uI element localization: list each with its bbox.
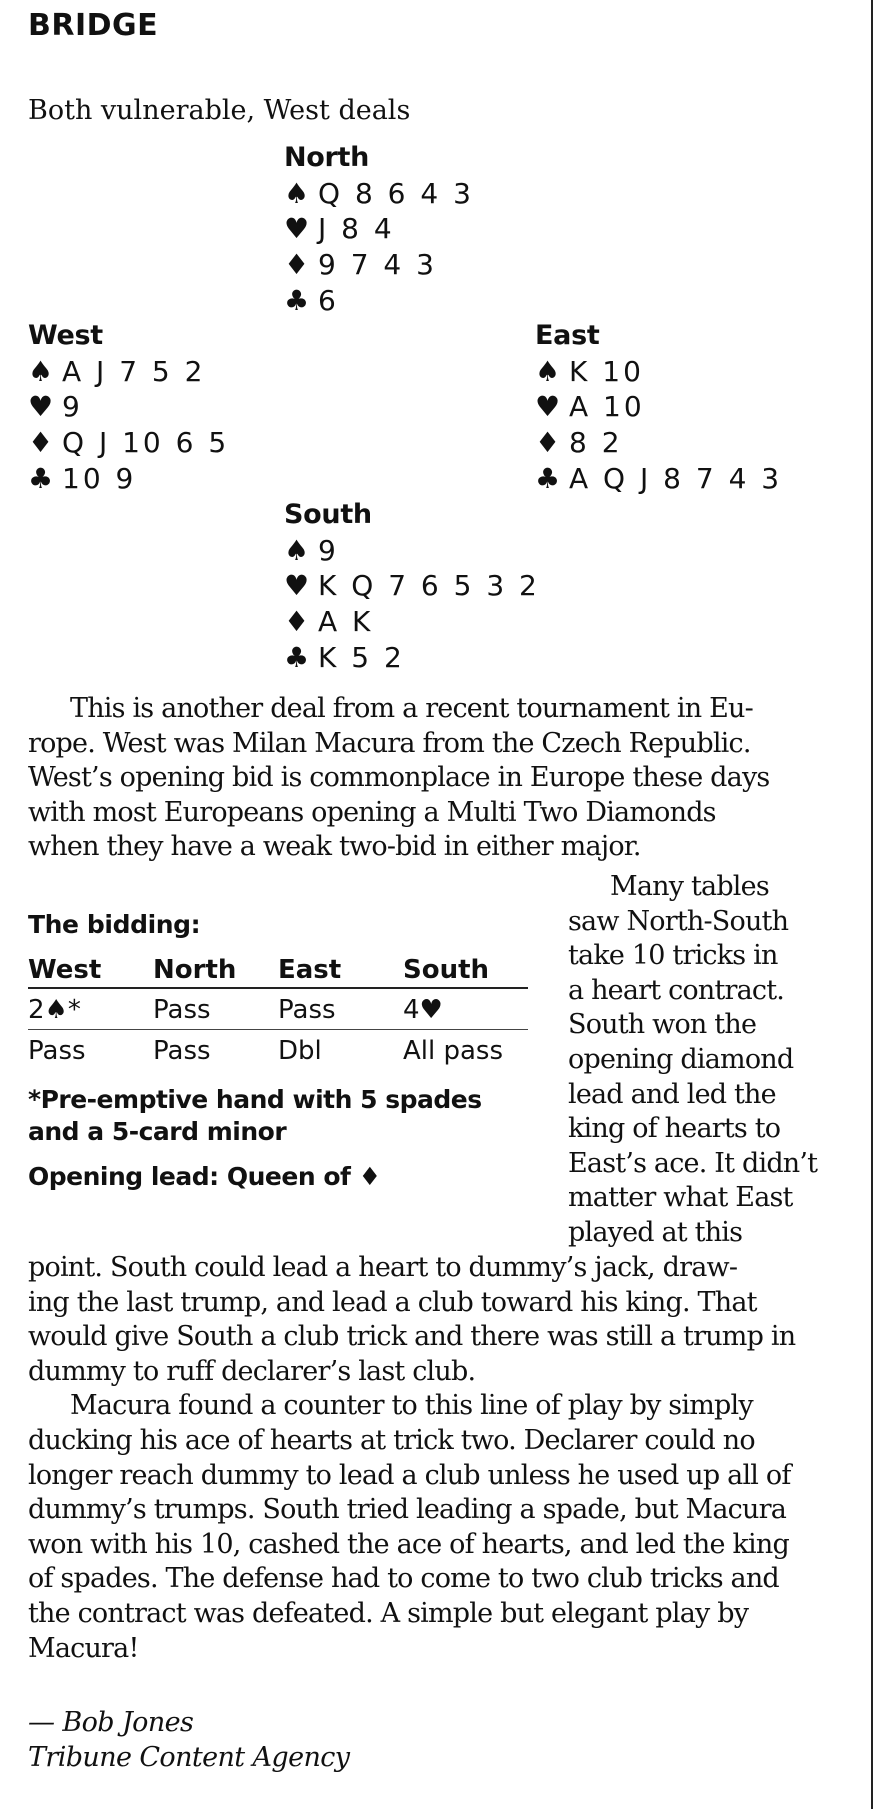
- east-label: East: [535, 320, 600, 351]
- bidding-heading: The bidding:: [28, 910, 201, 939]
- bidding-header-row: [28, 955, 528, 988]
- spade-icon: ♠: [284, 176, 310, 210]
- club-icon: ♣: [535, 461, 561, 495]
- bidding-column-header: North: [153, 955, 278, 988]
- agency-name: Tribune Content Agency: [28, 1742, 350, 1773]
- south-clubs: ♣ K 5 2: [284, 640, 405, 674]
- west-clubs: ♣ 10 9: [28, 461, 137, 495]
- north-hearts: ♥ J 8 4: [284, 212, 395, 246]
- opening-lead: [28, 1162, 528, 1191]
- south-diamonds: ♦ A K: [284, 605, 374, 639]
- diamond-icon: ♦: [28, 426, 54, 460]
- west-label: West: [28, 320, 103, 351]
- text-line: Many tables: [610, 871, 769, 902]
- text-line: dummy’s trumps. South tried leading a spade, but Macura: [28, 1494, 786, 1526]
- bid-cell: Pass: [278, 988, 403, 1030]
- north-spades: ♠ Q 8 6 4 3: [284, 176, 474, 210]
- text-line: West’s opening bid is commonplace in Europe these days: [28, 762, 770, 794]
- text-line: played at this: [568, 1216, 743, 1248]
- north-clubs: ♣ 6: [284, 283, 339, 317]
- column-rule: [871, 0, 873, 1809]
- text-line: South won the: [568, 1009, 757, 1041]
- bid-cell: 4♥: [403, 988, 528, 1030]
- north-label: North: [284, 142, 370, 173]
- north-diamonds: ♦ 9 7 4 3: [284, 248, 437, 282]
- intro-paragraph: [28, 692, 843, 865]
- vulnerability-line: Both vulnerable, West deals: [28, 95, 411, 126]
- text-line: when they have a weak two-bid in either major.: [28, 831, 641, 863]
- text-line: rope. West was Milan Macura from the Czech Republic.: [28, 727, 751, 759]
- text-line: the contract was defeated. A simple but elegant play by: [28, 1597, 749, 1629]
- heart-icon: ♥: [28, 390, 54, 424]
- text-line: This is another deal from a recent tournament in Eu-: [70, 693, 753, 724]
- south-hearts: ♥ K Q 7 6 5 3 2: [284, 569, 540, 603]
- text-line: king of hearts to: [568, 1113, 781, 1145]
- west-diamonds: ♦ Q J 10 6 5: [28, 426, 230, 460]
- text-line: of spades. The defense had to come to two club tricks and: [28, 1563, 779, 1595]
- bidding-column-header: South: [403, 955, 528, 988]
- text-line: matter what East: [568, 1182, 793, 1214]
- text-line: with most Europeans opening a Multi Two Diamonds: [28, 796, 716, 828]
- text-line: ducking his ace of hearts at trick two. Declarer could no: [28, 1424, 755, 1456]
- text-line: won with his 10, cashed the ace of hearts, and led the king: [28, 1528, 789, 1560]
- spade-icon: ♠: [284, 533, 310, 567]
- bidding-row: [28, 1030, 528, 1071]
- bid-cell: Dbl: [278, 1036, 322, 1066]
- text-line: a heart contract.: [568, 974, 785, 1006]
- text-line: East’s ace. It didn’t: [568, 1147, 818, 1179]
- text-line: Macura!: [28, 1632, 139, 1664]
- text-line: would give South a club trick and there was still a trump in: [28, 1321, 796, 1353]
- text-line: opening diamond: [568, 1043, 794, 1075]
- club-icon: ♣: [28, 461, 54, 495]
- bidding-box: [28, 910, 528, 1191]
- text-line: longer reach dummy to lead a club unless he used up all of: [28, 1459, 791, 1491]
- heart-icon: ♥: [284, 569, 310, 603]
- footnote-line: and a 5-card minor: [28, 1117, 287, 1146]
- text-line: Macura found a counter to this line of play by simply: [70, 1390, 753, 1422]
- east-hearts: ♥ A 10: [535, 390, 645, 424]
- bidding-footnote: [28, 1084, 528, 1148]
- east-hand: [535, 318, 782, 497]
- north-hand: [284, 140, 474, 319]
- bid-cell: Pass: [153, 988, 278, 1030]
- bid-cell: 2♠*: [28, 988, 153, 1030]
- bidding-row: [28, 988, 528, 1030]
- east-diamonds: ♦ 8 2: [535, 426, 623, 460]
- text-line: dummy to ruff declarer’s last club.: [28, 1355, 476, 1387]
- bid-cell: Pass: [153, 1036, 211, 1066]
- text-line: ing the last trump, and lead a club toward his king. That: [28, 1286, 757, 1318]
- west-spades: ♠ A J 7 5 2: [28, 354, 206, 388]
- spade-icon: ♠: [28, 354, 54, 388]
- south-hand: [284, 497, 540, 676]
- heart-icon: ♥: [284, 212, 310, 246]
- south-label: South: [284, 499, 372, 530]
- text-line: point. South could lead a heart to dummy’s jack, draw-: [28, 1252, 738, 1283]
- bid-cell: Pass: [28, 1036, 86, 1066]
- opening-lead-label: Opening lead: Queen of: [28, 1162, 351, 1191]
- side-paragraph: [568, 870, 848, 1251]
- diamond-icon: ♦: [535, 426, 561, 460]
- diamond-icon: ♦: [284, 248, 310, 282]
- column-title: BRIDGE: [28, 8, 159, 43]
- bidding-column-header: West: [28, 955, 153, 988]
- bidding-column-header: East: [278, 955, 403, 988]
- east-clubs: ♣ A Q J 8 7 4 3: [535, 461, 783, 495]
- spade-icon: ♠: [535, 354, 561, 388]
- body-paragraph: [28, 1251, 843, 1666]
- west-hand: [28, 318, 229, 497]
- bid-cell: All pass: [403, 1036, 504, 1066]
- heart-icon: ♥: [535, 390, 561, 424]
- bidding-table: [28, 955, 528, 1070]
- east-spades: ♠ K 10: [535, 354, 644, 388]
- club-icon: ♣: [284, 640, 310, 674]
- footnote-line: *Pre-emptive hand with 5 spades: [28, 1085, 482, 1114]
- text-line: take 10 tricks in: [568, 940, 778, 972]
- club-icon: ♣: [284, 283, 310, 317]
- diamond-icon: ♦: [284, 605, 310, 639]
- west-hearts: ♥ 9: [28, 390, 83, 424]
- text-line: lead and led the: [568, 1078, 776, 1110]
- author-name: — Bob Jones: [28, 1707, 194, 1738]
- text-line: saw North-South: [568, 905, 789, 937]
- signature: [28, 1705, 349, 1775]
- diamond-icon: ♦: [358, 1162, 381, 1191]
- south-spades: ♠ 9: [284, 533, 339, 567]
